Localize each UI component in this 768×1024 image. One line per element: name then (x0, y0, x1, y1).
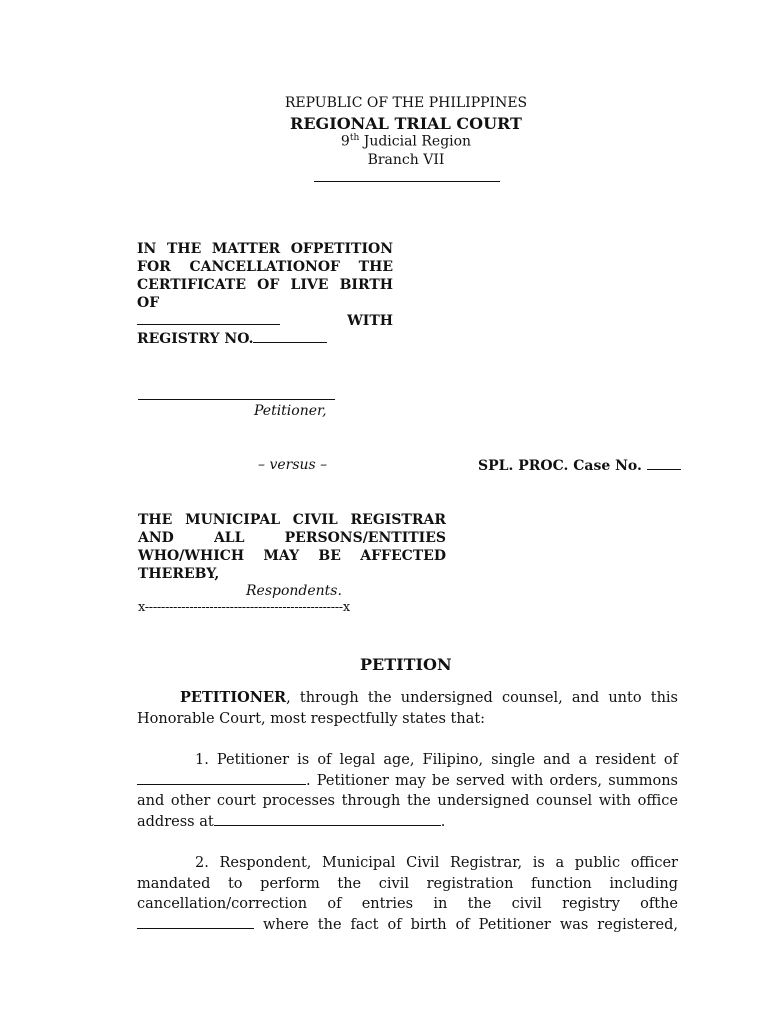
branch-heading: Branch VII (367, 152, 445, 168)
petitioner-name-line (138, 399, 335, 400)
case-number: SPL. PROC. Case No. (478, 457, 681, 474)
republic-heading: REPUBLIC OF THE PHILIPPINES (284, 95, 528, 111)
para2-line-2: mandated to perform the civil registration function including (137, 875, 678, 892)
paragraph-2 (137, 853, 678, 935)
name-blank (137, 312, 280, 325)
versus-label: – versus – (258, 457, 328, 473)
para2-line-4: where the fact of birth of Petitioner was registered, (137, 915, 678, 936)
respondents-label: Respondents. (246, 583, 342, 599)
para1-line-1: 1. Petitioner is of legal age, Filipino, single and a resident of (195, 752, 678, 768)
intro-line-2: Honorable Court, most respectfully states that: (137, 710, 486, 727)
respondents-line-1: THE MUNICIPAL CIVIL REGISTRAR (138, 512, 446, 528)
respondents-line-3: WHO/WHICH MAY BE AFFECTED (138, 548, 446, 564)
header-blank-line (314, 181, 500, 182)
caption-line-4: WITH (137, 312, 393, 330)
para1-line-4: address at . (137, 813, 446, 830)
caption-line-3: CERTIFICATE OF LIVE BIRTH OF (137, 277, 393, 311)
paragraph-1 (137, 750, 678, 832)
para1-line-3: and other court processes through the undersigned counsel with office (137, 793, 678, 809)
para2-line-3: cancellation/correction of entries in the civil registry ofthe (137, 896, 678, 912)
caption-line-2: FOR CANCELLATIONOF THE (137, 259, 393, 275)
region-heading: 9th Judicial Region (340, 133, 472, 150)
respondents-line-4: THEREBY, (138, 566, 220, 582)
court-heading: REGIONAL TRIAL COURT (290, 114, 522, 133)
residence-blank (137, 772, 306, 785)
registry-blank (253, 330, 327, 343)
caption-line-5: REGISTRY NO. (137, 330, 393, 348)
intro-line-1: PETITIONER, through the undersigned counsel, and unto this (180, 689, 678, 706)
document-title: PETITION (360, 655, 452, 674)
caption-line-1: IN THE MATTER OFPETITION (137, 241, 393, 257)
respondents-line-2: AND ALL PERSONS/ENTITIES (138, 530, 446, 546)
municipality-blank (137, 916, 254, 929)
caption-separator: x-------------------------------------------------x (138, 600, 350, 615)
respondents-caption (138, 511, 446, 583)
petitioner-label: Petitioner, (254, 403, 327, 419)
para2-line-1: 2. Respondent, Municipal Civil Registrar, is a public officer (195, 855, 678, 871)
para1-line-2: . Petitioner may be served with orders, summons (137, 771, 678, 792)
office-address-blank (214, 813, 441, 826)
case-caption (137, 240, 393, 348)
case-number-blank (647, 457, 681, 470)
intro-paragraph (137, 688, 678, 729)
